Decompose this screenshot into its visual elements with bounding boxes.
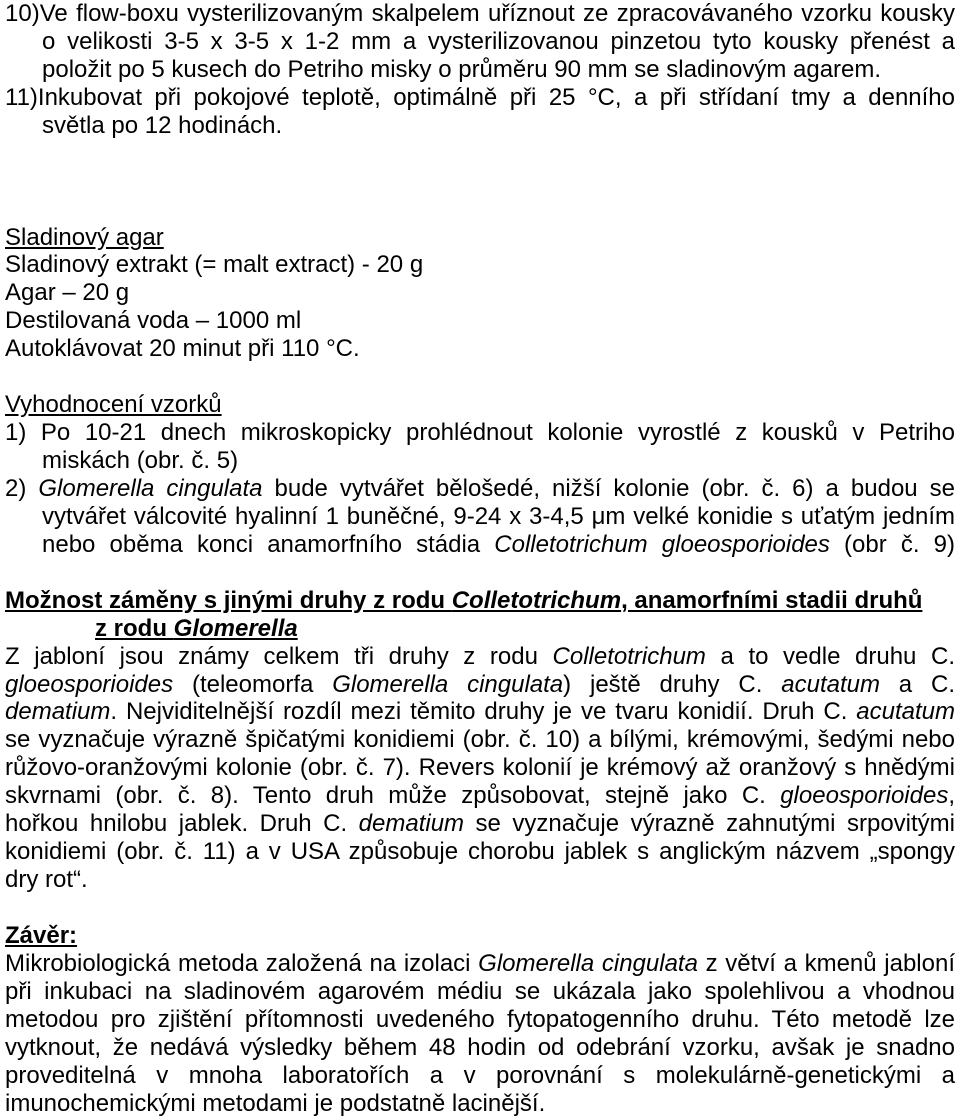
text-segment: ) ještě druhy C.	[563, 670, 782, 698]
comparison-line	[5, 643, 955, 671]
comparison-line	[5, 726, 955, 754]
text-segment: , anamorfními stadii druhů	[621, 586, 923, 614]
evaluation-item-2-line-3	[5, 531, 955, 559]
text-segment: bude vytvářet bělošedé, nižší kolonie (obr. č. 6) a budou se	[262, 474, 955, 502]
comparison-heading-line-1	[5, 587, 955, 615]
step-10-line-3: položit po 5 kusech do Petriho misky o průměru 90 mm se sladinovým agarem.	[42, 55, 882, 83]
text-segment: Možnost záměny s jinými druhy z rodu	[5, 586, 452, 614]
text-segment: a to vedle druhu C.	[705, 642, 955, 670]
text-segment: konidiemi (obr. č. 11) a v USA způsobuje chorobu jablek s anglickým názvem „spongy	[5, 838, 955, 866]
medium-heading: Sladinový agar	[5, 223, 164, 251]
comparison-line	[5, 671, 955, 699]
evaluation-heading: Vyhodnocení vzorků	[5, 391, 222, 419]
text-segment: a C.	[879, 670, 955, 698]
blank-line	[5, 196, 955, 224]
step-10-line-2: o velikosti 3-5 x 3-5 x 1-2 mm a vysterilizovanou pinzetou tyto kousky přenést a	[42, 27, 955, 55]
species-name: Glomerella cingulata	[332, 670, 564, 698]
step-10-line-1: 10)Ve flow-boxu vysterilizovaným skalpelem uříznout ze zpracovávaného vzorku kousky	[5, 0, 955, 27]
species-name: Colletotrichum	[451, 586, 622, 614]
species-name: Colletotrichum	[552, 642, 706, 670]
blank-line	[5, 168, 955, 196]
text-segment: se vyznačuje výrazně zahnutými srpovitými	[464, 810, 955, 838]
text-segment: skvrnami (obr. č. 8). Tento druh může způsobovat, stejně jako C.	[5, 782, 781, 810]
species-name: gloeosporioides	[780, 782, 949, 810]
comparison-line	[5, 754, 955, 782]
text-segment: při inkubaci na sladinovém agarovém médiu se ukázala jako spolehlivou a vhodnou	[5, 977, 955, 1005]
text-segment: se vyznačuje výrazně špičatými konidiemi (obr. č. 10) a bílými, krémovými, šedými nebo	[5, 726, 955, 754]
species-name: acutatum	[781, 670, 880, 698]
species-name: acutatum	[856, 698, 955, 726]
text-segment: z větví a kmenů jabloní	[697, 949, 955, 977]
text-segment: metodou pro zjištění přítomnosti uvedeného fytopatogenního druhu. Této metodě lze	[5, 1005, 955, 1033]
comparison-heading-line-2	[5, 615, 955, 643]
medium-line: Autoklávovat 20 minut při 110 °C.	[5, 335, 360, 363]
conclusion-line	[5, 1006, 955, 1034]
comparison-line	[5, 698, 955, 726]
comparison-line	[5, 838, 955, 866]
text-segment: dry rot“.	[5, 866, 88, 894]
evaluation-item-2-line-2: vytvářet válcovité hyalinní 1 buněčné, 9-24 x 3-4,5 μm velké konidie s uťatým jedním	[42, 502, 955, 530]
species-name: dematium	[358, 810, 465, 838]
text-segment: 2)	[5, 474, 39, 502]
comparison-line	[5, 782, 955, 810]
text-segment: ,	[948, 782, 955, 810]
evaluation-item-2-line-1	[5, 475, 955, 503]
comparison-line	[5, 866, 955, 894]
species-name: Glomerella	[173, 614, 298, 642]
species-name: Glomerella cingulata	[478, 949, 698, 977]
conclusion-line	[5, 1062, 955, 1090]
text-segment: z rodu	[95, 614, 174, 642]
blank-line	[5, 140, 955, 168]
comparison-line	[5, 810, 955, 838]
medium-line: Destilovaná voda – 1000 ml	[5, 307, 302, 335]
conclusion-heading: Závěr:	[5, 921, 78, 949]
text-segment: (obr č. 9)	[829, 530, 955, 558]
evaluation-item-1-line-2: miskách (obr. č. 5)	[42, 447, 239, 474]
text-segment: (teleomorfa	[173, 670, 333, 698]
species-name: Colletotrichum gloeosporioides	[494, 530, 830, 558]
conclusion-line	[5, 950, 955, 978]
text-segment: Mikrobiologická metoda založená na izolaci	[5, 949, 479, 977]
text-segment: nebo oběma konci anamorfního stádia	[42, 530, 495, 558]
text-segment: Z jabloní jsou známy celkem tři druhy z rodu	[5, 642, 553, 670]
medium-line: Sladinový extrakt (= malt extract) - 20 g	[5, 251, 424, 279]
text-segment: . Nejviditelnější rozdíl mezi těmito druhy je ve tvaru konidií. Druh C.	[110, 698, 857, 726]
evaluation-item-1-line-1: 1) Po 10-21 dnech mikroskopicky prohlédnout kolonie vyrostlé z kousků v Petriho	[5, 419, 955, 447]
conclusion-line	[5, 978, 955, 1006]
text-segment: hořkou hnilobu jablek. Druh C.	[5, 810, 359, 838]
step-11-line-2: světla po 12 hodinách.	[42, 111, 283, 139]
species-name: dematium	[5, 698, 111, 726]
step-11-line-1: 11)Inkubovat při pokojové teplotě, optimálně při 25 °C, a při střídaní tmy a denního	[5, 83, 955, 111]
medium-line: Agar – 20 g	[5, 279, 130, 307]
species-name: Glomerella cingulata	[38, 474, 263, 502]
species-name: gloeosporioides	[5, 670, 174, 698]
conclusion-line	[5, 1034, 955, 1062]
conclusion-line	[5, 1090, 955, 1118]
text-segment: proveditelná v mnoha laboratořích a v porovnání s molekulárně-genetickými a	[5, 1061, 955, 1089]
blank-line	[5, 559, 955, 587]
text-segment: vytknout, že nedává výsledky během 48 hodin od odebrání vzorku, avšak je snadno	[5, 1033, 955, 1061]
blank-line	[5, 894, 955, 922]
document-page	[5, 0, 955, 1118]
blank-line	[5, 363, 955, 391]
text-segment: imunochemickými metodami je podstatně lacinější.	[5, 1089, 546, 1117]
text-segment: růžovo-oranžovými kolonie (obr. č. 7). Revers kolonií je krémový až oranžový s hnědými	[5, 754, 955, 782]
